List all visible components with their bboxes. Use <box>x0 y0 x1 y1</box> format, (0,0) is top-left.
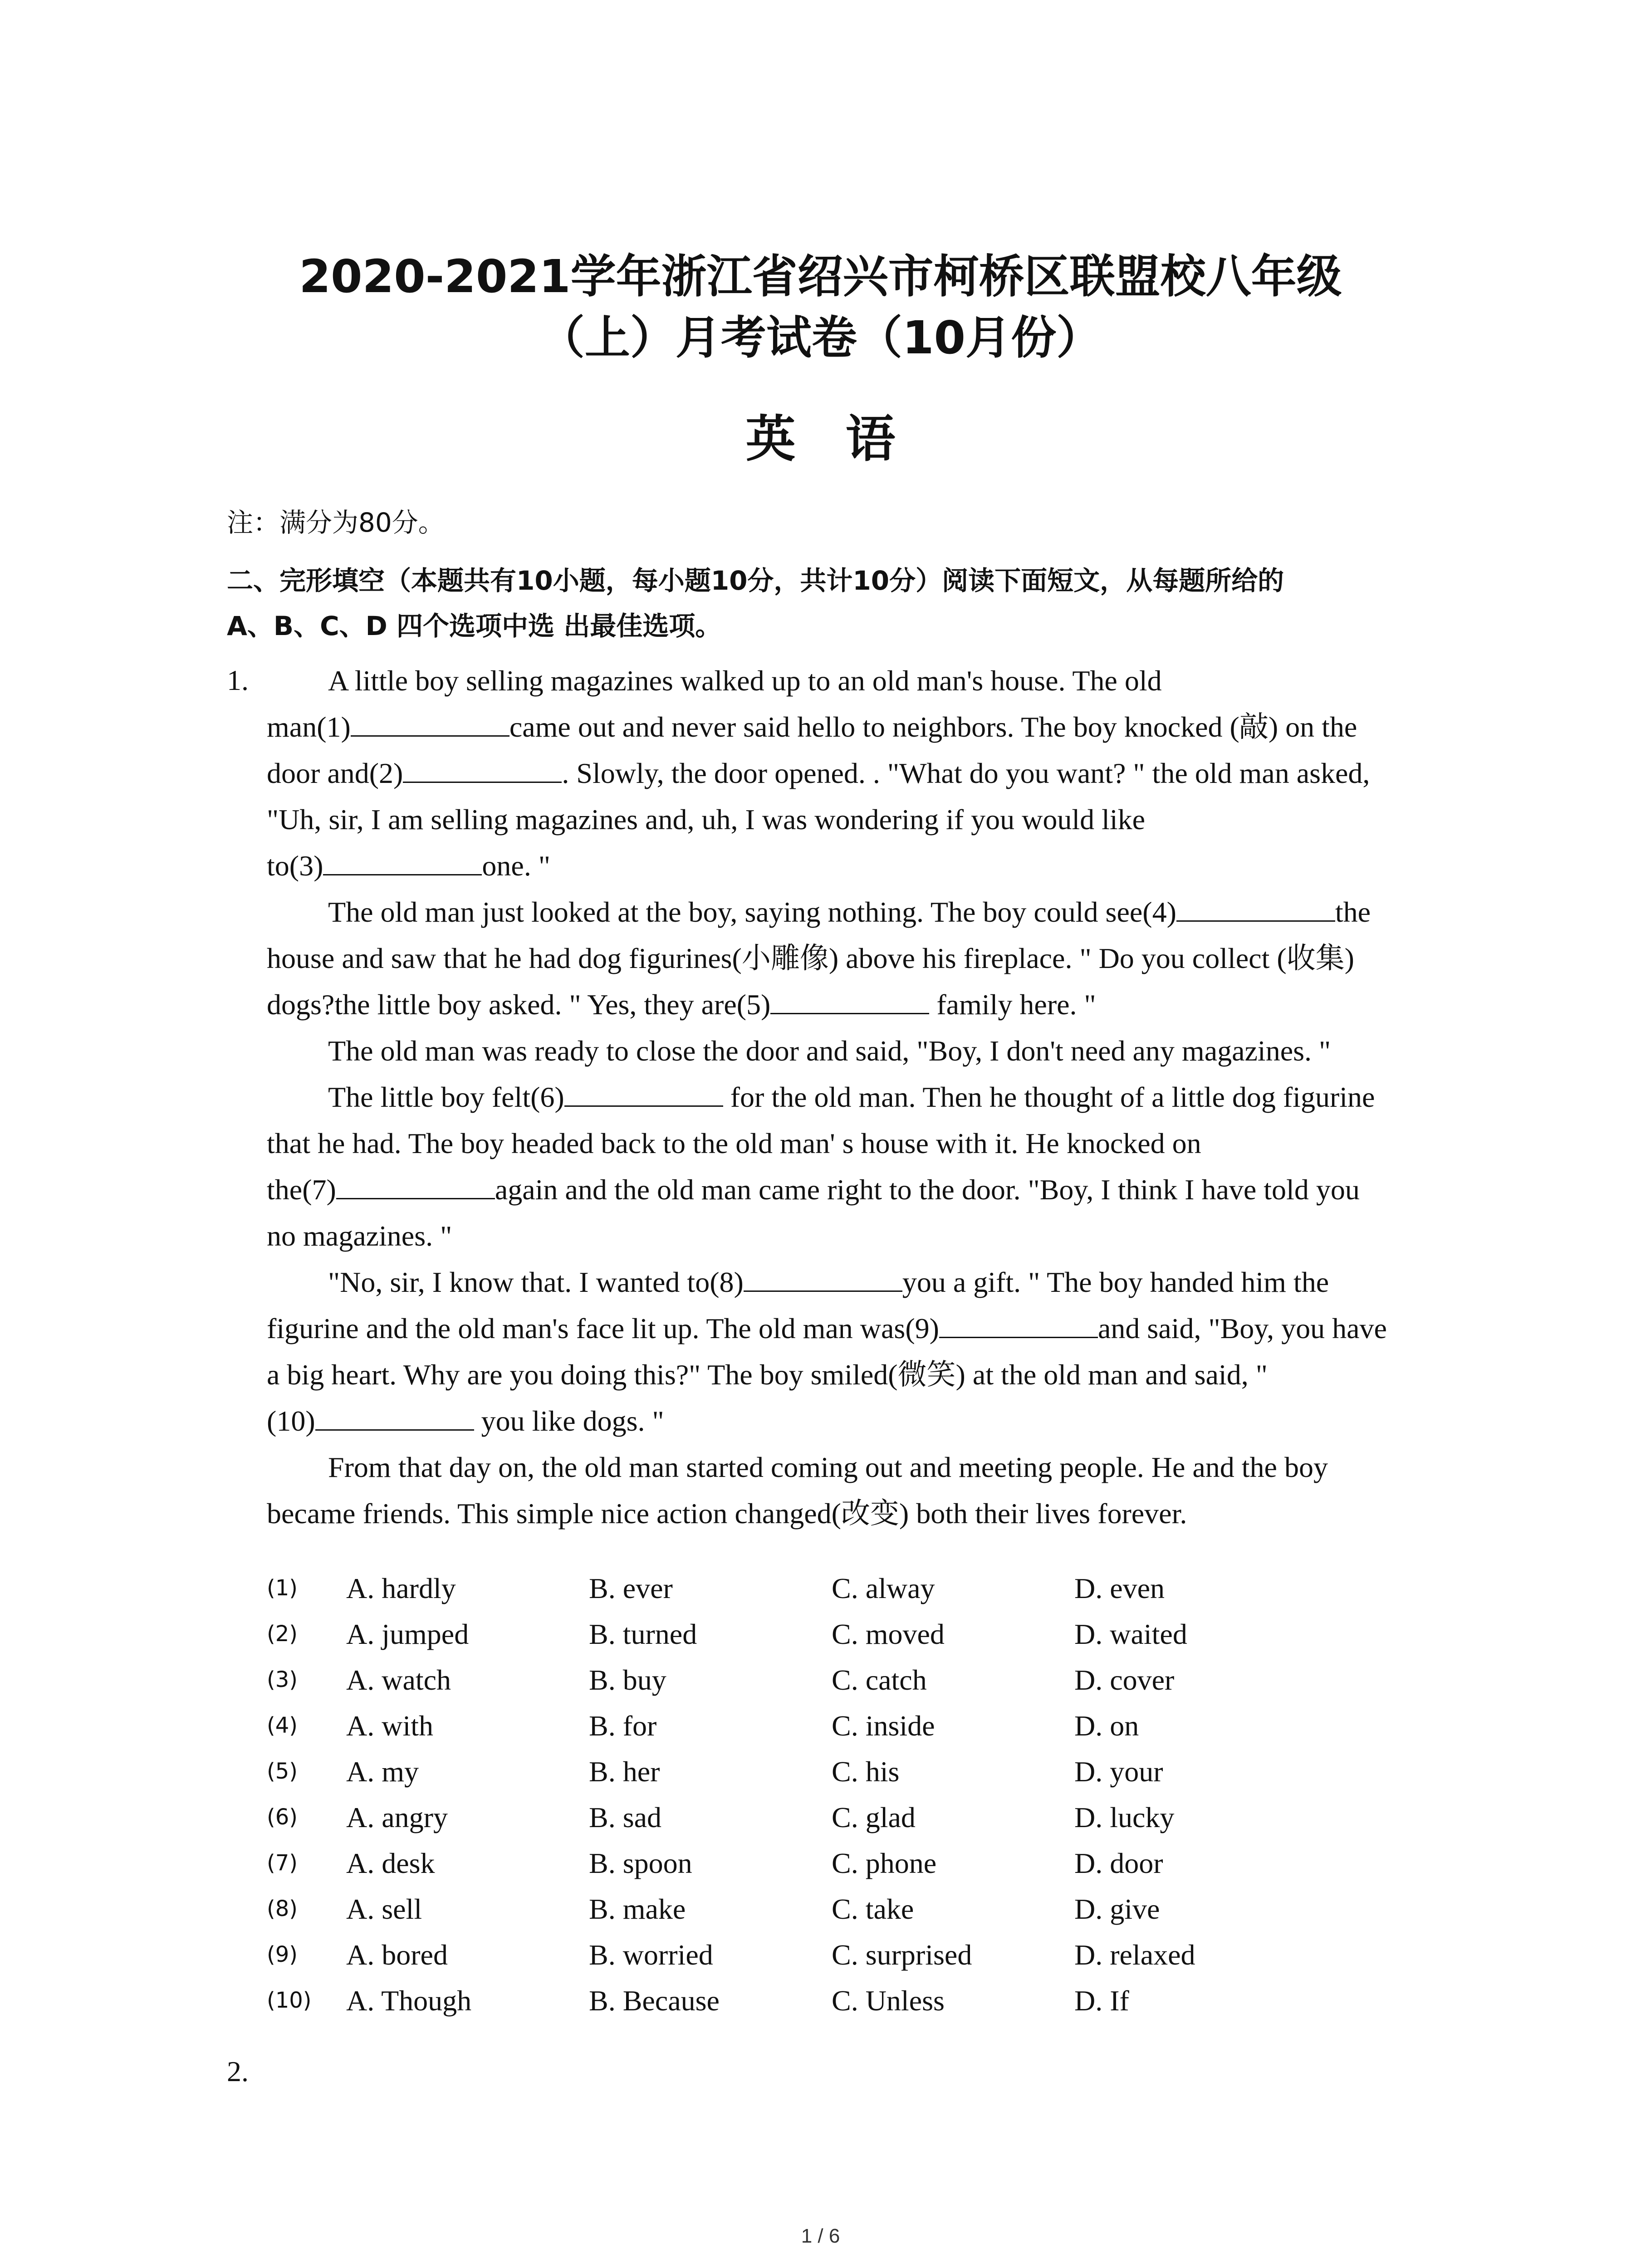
passage-text: house and saw that he had dog figurines(小雕像) above his fireplace. " Do you collect (收集) <box>267 942 1354 974</box>
option-b[interactable]: B. spoon <box>589 1847 692 1879</box>
option-number: (2) <box>267 1621 298 1647</box>
passage-line <box>267 1120 1446 1167</box>
passage-text: "No, sir, I know that. I wanted to(8) <box>328 1266 744 1298</box>
passage-line <box>267 1305 1446 1352</box>
answer-blank[interactable] <box>770 987 929 1014</box>
option-c[interactable]: C. surprised <box>832 1939 972 1971</box>
option-a[interactable]: A. desk <box>346 1847 435 1879</box>
option-d[interactable]: D. door <box>1074 1847 1163 1879</box>
answer-blank[interactable] <box>336 1173 495 1199</box>
passage-text: a big heart. Why are you doing this?" The boy smiled(微笑) at the old man and said, " <box>267 1359 1268 1391</box>
passage-line <box>267 1028 1446 1074</box>
passage-text: door and(2) <box>267 757 403 789</box>
option-c[interactable]: C. moved <box>832 1618 945 1650</box>
passage-text: A little boy selling magazines walked up to an old man's house. The old <box>328 665 1162 697</box>
answer-blank[interactable] <box>351 710 509 737</box>
option-b[interactable]: B. buy <box>589 1664 666 1696</box>
passage-text: . Slowly, the door opened. . "What do you want? " the old man asked, <box>562 757 1370 789</box>
answer-blank[interactable] <box>323 849 482 875</box>
passage-text: man(1) <box>267 711 351 743</box>
option-b[interactable]: B. worried <box>589 1939 713 1971</box>
option-b[interactable]: B. sad <box>589 1801 661 1833</box>
option-c[interactable]: C. alway <box>832 1572 935 1604</box>
passage-text: the <box>1335 896 1371 928</box>
passage-text: the(7) <box>267 1173 336 1206</box>
option-number: (3) <box>267 1667 298 1692</box>
page-number: 1 / 6 <box>801 2225 840 2247</box>
passage-line <box>267 935 1446 982</box>
option-c[interactable]: C. his <box>832 1755 900 1788</box>
option-d[interactable]: D. on <box>1074 1710 1139 1742</box>
option-a[interactable]: A. hardly <box>346 1572 456 1604</box>
passage-line <box>267 1444 1446 1491</box>
answer-blank[interactable] <box>939 1311 1098 1338</box>
option-d[interactable]: D. lucky <box>1074 1801 1175 1833</box>
option-b[interactable]: B. ever <box>589 1572 673 1604</box>
exam-title-line1: 2020-2021学年浙江省绍兴市柯桥区联盟校八年级 <box>299 250 1342 303</box>
passage-text: to(3) <box>267 850 323 882</box>
option-b[interactable]: B. make <box>589 1893 686 1925</box>
passage-line <box>267 1074 1446 1120</box>
option-b[interactable]: B. turned <box>589 1618 697 1650</box>
passage-text: The old man just looked at the boy, saying nothing. The boy could see(4) <box>328 896 1176 928</box>
exam-title-line2: （上）月考试卷（10月份） <box>539 311 1102 364</box>
passage-text: and said, "Boy, you have <box>1097 1312 1387 1344</box>
option-b[interactable]: B. her <box>589 1755 660 1788</box>
option-a[interactable]: A. angry <box>346 1801 448 1833</box>
option-c[interactable]: C. glad <box>832 1801 916 1833</box>
passage-line <box>267 889 1446 935</box>
option-a[interactable]: A. my <box>346 1755 419 1788</box>
passage-line <box>267 658 1446 704</box>
option-number: (5) <box>267 1759 298 1784</box>
option-a[interactable]: A. watch <box>346 1664 451 1696</box>
option-a[interactable]: A. bored <box>346 1939 448 1971</box>
option-d[interactable]: D. give <box>1074 1893 1160 1925</box>
option-number: (10) <box>267 1988 312 2013</box>
passage-line <box>267 1167 1446 1213</box>
passage-text: dogs?the little boy asked. " Yes, they are(5) <box>267 988 771 1021</box>
option-b[interactable]: B. for <box>589 1710 657 1742</box>
option-d[interactable]: D. waited <box>1074 1618 1187 1650</box>
passage-line <box>267 1398 1446 1444</box>
option-a[interactable]: A. Though <box>346 1984 472 2017</box>
answer-blank[interactable] <box>403 756 562 783</box>
passage-text: one. " <box>482 850 550 882</box>
passage-text: family here. " <box>929 988 1096 1021</box>
option-number: (7) <box>267 1850 298 1876</box>
option-c[interactable]: C. phone <box>832 1847 937 1879</box>
question-number-1: 1. <box>227 664 249 696</box>
option-number: (1) <box>267 1575 298 1601</box>
answer-blank[interactable] <box>315 1404 474 1431</box>
question-number-2: 2. <box>227 2055 249 2087</box>
passage-text: came out and never said hello to neighbors. The boy knocked (敲) on the <box>509 711 1357 743</box>
passage-text: you like dogs. " <box>474 1405 664 1437</box>
passage-text: again and the old man came right to the door. "Boy, I think I have told you <box>495 1173 1360 1206</box>
option-c[interactable]: C. take <box>832 1893 914 1925</box>
option-d[interactable]: D. If <box>1074 1984 1129 2017</box>
answer-blank[interactable] <box>1176 895 1335 922</box>
option-number: (6) <box>267 1804 298 1830</box>
option-d[interactable]: D. cover <box>1074 1664 1175 1696</box>
passage-text: you a gift. " The boy handed him the <box>902 1266 1329 1298</box>
subject-heading: 英语 <box>745 410 945 468</box>
option-d[interactable]: D. even <box>1074 1572 1165 1604</box>
passage-line <box>267 750 1446 797</box>
option-number: (9) <box>267 1942 298 1967</box>
section-instruction <box>227 558 1284 649</box>
option-a[interactable]: A. sell <box>346 1893 422 1925</box>
passage-text: "Uh, sir, I am selling magazines and, uh, I was wondering if you would like <box>267 803 1146 836</box>
option-c[interactable]: C. Unless <box>832 1984 945 2017</box>
passage-text: (10) <box>267 1405 315 1437</box>
option-c[interactable]: C. catch <box>832 1664 927 1696</box>
passage-line <box>267 797 1446 843</box>
section-instruction-line1: 二、完形填空（本题共有10小题，每小题10分，共计10分）阅读下面短文，从每题所给的 <box>227 565 1284 596</box>
option-number: (4) <box>267 1713 298 1738</box>
option-number: (8) <box>267 1896 298 1921</box>
option-d[interactable]: D. relaxed <box>1074 1939 1195 1971</box>
passage-line <box>267 982 1446 1028</box>
passage-text: The little boy felt(6) <box>328 1081 564 1113</box>
passage-line <box>267 1213 1446 1259</box>
answer-blank[interactable] <box>744 1265 902 1292</box>
passage-text: The old man was ready to close the door and said, "Boy, I don't need any magazines. " <box>328 1035 1331 1067</box>
passage-line <box>267 704 1446 750</box>
option-a[interactable]: A. with <box>346 1710 433 1742</box>
passage-text: that he had. The boy headed back to the old man' s house with it. He knocked on <box>267 1127 1201 1159</box>
answer-blank[interactable] <box>564 1080 723 1107</box>
passage-text: no magazines. " <box>267 1220 452 1252</box>
passage-text: became friends. This simple nice action changed(改变) both their lives forever. <box>267 1497 1187 1530</box>
option-c[interactable]: C. inside <box>832 1710 935 1742</box>
passage-line <box>267 1259 1446 1305</box>
option-b[interactable]: B. Because <box>589 1984 720 2017</box>
option-d[interactable]: D. your <box>1074 1755 1163 1788</box>
passage-line <box>267 1491 1446 1537</box>
score-note: 注：满分为80分。 <box>227 507 445 538</box>
passage-text: figurine and the old man's face lit up. The old man was(9) <box>267 1312 939 1344</box>
section-instruction-line2: A、B、C、D 四个选项中选 出最佳选项。 <box>227 611 722 641</box>
cloze-passage <box>267 658 1446 1537</box>
option-a[interactable]: A. jumped <box>346 1618 469 1650</box>
passage-line <box>267 1352 1446 1398</box>
passage-text: for the old man. Then he thought of a little dog figurine <box>723 1081 1375 1113</box>
passage-text: From that day on, the old man started coming out and meeting people. He and the boy <box>328 1451 1328 1483</box>
passage-line <box>267 843 1446 889</box>
